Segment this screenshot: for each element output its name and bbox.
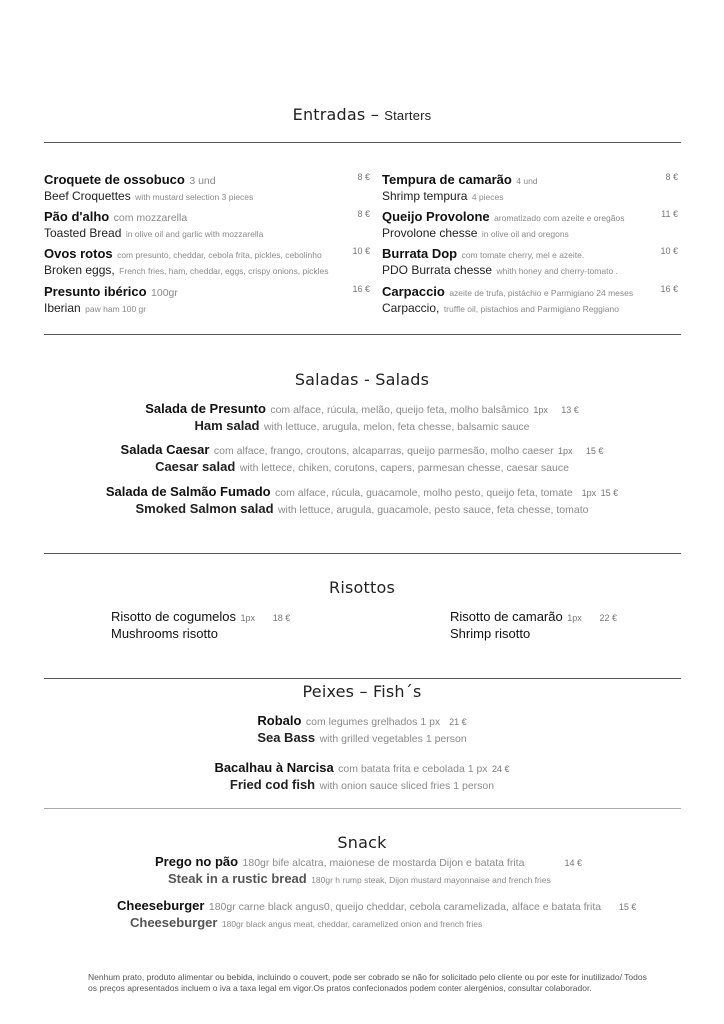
item-name: Carpaccio	[382, 284, 445, 299]
item-desc-en: French fries, ham, cheddar, eggs, crispy onions, pickles	[119, 266, 329, 276]
menu-item	[0, 484, 724, 518]
starters-title: Entradas –	[292, 105, 379, 124]
starters-subtitle: Starters	[384, 108, 432, 123]
item-price: 14 €	[564, 858, 582, 868]
menu-item	[450, 609, 617, 642]
menu-item	[44, 246, 370, 278]
menu-item	[0, 760, 724, 794]
footer-disclaimer: Nenhum prato, produto alimentar ou bebida, incluindo o couvert, pode ser cobrado se não for solicitado pelo cliente ou por este for inutilizado/ Todos os preços apresentados incluem o iva a taxa legal em vigor.Os pratos confecionados podem conter alergénios, consultar colaborador.	[88, 972, 647, 993]
item-desc: com alface, rúcula, guacamole, molho pesto, queijo feta, tomate	[275, 487, 573, 499]
item-desc-en: paw ham 100 gr	[85, 304, 147, 314]
item-desc-en: 4 pieces	[471, 192, 504, 202]
item-desc: com legumes grelhados 1 px	[305, 716, 441, 728]
item-desc: 180gr carne black angus0, queijo cheddar, cebola caramelizada, alface e batata frita	[208, 901, 602, 913]
item-name: Cheeseburger	[117, 898, 205, 913]
item-portion: 1px	[581, 488, 597, 498]
item-desc-en: with lettuce, arugula, melon, feta chesse, balsamic sauce	[263, 421, 530, 433]
item-desc: 4 und	[516, 176, 538, 186]
item-name-en: Iberian	[44, 301, 81, 315]
divider	[44, 808, 681, 809]
item-name: Risotto de camarão	[450, 609, 563, 624]
item-name: Presunto ibérico	[44, 284, 147, 299]
item-price: 8 €	[357, 209, 370, 219]
item-desc-en: with onion sauce sliced fries 1 person	[319, 780, 495, 792]
item-price: 22 €	[599, 613, 618, 623]
item-name-en: Shrimp tempura	[382, 189, 468, 203]
item-desc-en: with mustard selection 3 pieces	[135, 192, 254, 202]
item-price: 24 €	[492, 764, 510, 774]
divider	[44, 334, 681, 335]
item-name-en: Fried cod fish	[229, 777, 316, 792]
divider	[44, 142, 681, 143]
menu-item	[155, 854, 582, 888]
menu-item	[382, 284, 678, 316]
item-price: 8 €	[357, 172, 370, 182]
item-name-en: Sea Bass	[257, 730, 316, 745]
item-name: Salada de Presunto	[145, 401, 266, 416]
risottos-title: Risottos	[329, 578, 395, 597]
menu-item	[111, 609, 290, 642]
salads-title: Saladas - Salads	[294, 370, 430, 389]
item-name-en: Provolone chesse	[382, 226, 478, 240]
item-name: Tempura de camarão	[382, 172, 512, 187]
item-price: 15 €	[585, 446, 604, 456]
menu-item	[0, 442, 724, 476]
item-name-en: Steak in a rustic bread	[168, 871, 307, 886]
item-price: 18 €	[272, 613, 291, 623]
item-name-en: Caesar salad	[155, 459, 236, 474]
item-desc-en: 180gr h rump steak, Dijon mustard mayonnaise and french fries	[311, 875, 551, 885]
item-portion: 1px	[567, 613, 582, 623]
item-name-en: Cheeseburger	[130, 915, 218, 930]
item-name: Prego no pão	[155, 854, 239, 869]
item-desc: com presunto, cheddar, cebola frita, pickles, cebolinho	[117, 250, 322, 260]
item-name: Pão d'alho	[44, 209, 110, 224]
item-price: 15 €	[600, 488, 619, 498]
item-desc: com tomate cherry, mel e azeite.	[461, 250, 585, 260]
item-desc: 3 und	[189, 175, 216, 187]
menu-item	[382, 172, 678, 204]
item-desc-en: with lettece, chiken, corutons, capers, parmesan chesse, caesar sauce	[239, 462, 569, 474]
item-desc-en: 180gr black angus meat, cheddar, caramelized onion and french fries	[221, 919, 483, 929]
divider	[44, 678, 681, 679]
item-name-en: PDO Burrata chesse	[382, 263, 493, 277]
section-title-salads	[0, 370, 724, 389]
item-name-en: Shrimp risotto	[450, 626, 531, 641]
item-name: Robalo	[257, 713, 302, 728]
item-name-en: Beef Croquettes	[44, 189, 131, 203]
item-name: Croquete de ossobuco	[44, 172, 185, 187]
item-name: Burrata Dop	[382, 246, 458, 261]
menu-item	[117, 898, 636, 932]
item-price: 10 €	[352, 246, 370, 256]
item-price: 13 €	[561, 405, 579, 415]
item-price: 10 €	[660, 246, 678, 256]
item-name-en: Toasted Bread	[44, 226, 122, 240]
item-name-en: Carpaccio,	[382, 301, 440, 315]
menu-item	[44, 209, 370, 241]
menu-item	[44, 172, 370, 204]
menu-item	[0, 713, 724, 747]
menu-item	[382, 246, 678, 278]
item-portion: 1px	[558, 446, 573, 456]
section-title-snack	[0, 833, 724, 852]
item-price: 21 €	[449, 717, 467, 727]
item-name: Salada de Salmão Fumado	[105, 484, 271, 499]
item-desc: com alface, frango, croutons, alcaparras, queijo parmesão, molho caeser	[213, 445, 554, 457]
item-name: Queijo Provolone	[382, 209, 490, 224]
item-name-en: Mushrooms risotto	[111, 626, 218, 641]
item-desc: com mozzarella	[113, 212, 188, 224]
item-name-en: Broken eggs,	[44, 263, 115, 277]
menu-item	[382, 209, 678, 241]
item-portion: 1px	[240, 613, 255, 623]
item-name-en: Ham salad	[194, 418, 260, 433]
item-desc: 180gr bife alcatra, maionese de mostarda Dijon e batata frita	[242, 857, 525, 869]
item-name: Bacalhau à Narcisa	[214, 760, 334, 775]
menu-item	[44, 284, 370, 316]
item-price: 8 €	[665, 172, 678, 182]
fish-title: Peixes – Fish´s	[302, 682, 422, 701]
item-desc-en: truffle oil, pistachios and Parmigiano Reggiano	[443, 304, 619, 314]
item-name: Risotto de cogumelos	[111, 609, 237, 624]
item-desc: 100gr	[151, 287, 178, 299]
menu-item	[0, 401, 724, 435]
item-desc: com batata frita e cebolada 1 px	[338, 763, 488, 775]
item-desc: com alface, rúcula, melão, queijo feta, molho balsâmico	[270, 404, 529, 416]
divider	[44, 553, 681, 554]
item-desc: aromatizado com azeite e oregãos	[494, 213, 625, 223]
section-title-fish	[0, 682, 724, 701]
item-price: 16 €	[660, 284, 678, 294]
item-price: 16 €	[352, 284, 370, 294]
item-price: 15 €	[618, 902, 637, 912]
item-name-en: Smoked Salmon salad	[135, 501, 274, 516]
section-title-risottos	[0, 578, 724, 597]
item-portion: 1px	[533, 405, 548, 415]
item-desc: azeite de trufa, pistáchio e Parmigiano 24 meses	[449, 288, 634, 298]
item-desc-en: with lettuce, arugula, guacamole, pesto sauce, feta chesse, tomato	[277, 504, 589, 516]
item-price: 11 €	[661, 209, 678, 219]
item-desc-en: in olive oil and oregons	[481, 229, 569, 239]
item-desc-en: with grilled vegetables 1 person	[319, 733, 467, 745]
snack-title: Snack	[337, 833, 387, 852]
item-name: Ovos rotos	[44, 246, 113, 261]
item-name: Salada Caesar	[120, 442, 210, 457]
item-desc-en: whith honey and cherry-tomato .	[496, 266, 618, 276]
section-title-starters	[0, 105, 724, 124]
item-desc-en: in olive oil and garlic with mozzarella	[125, 229, 264, 239]
